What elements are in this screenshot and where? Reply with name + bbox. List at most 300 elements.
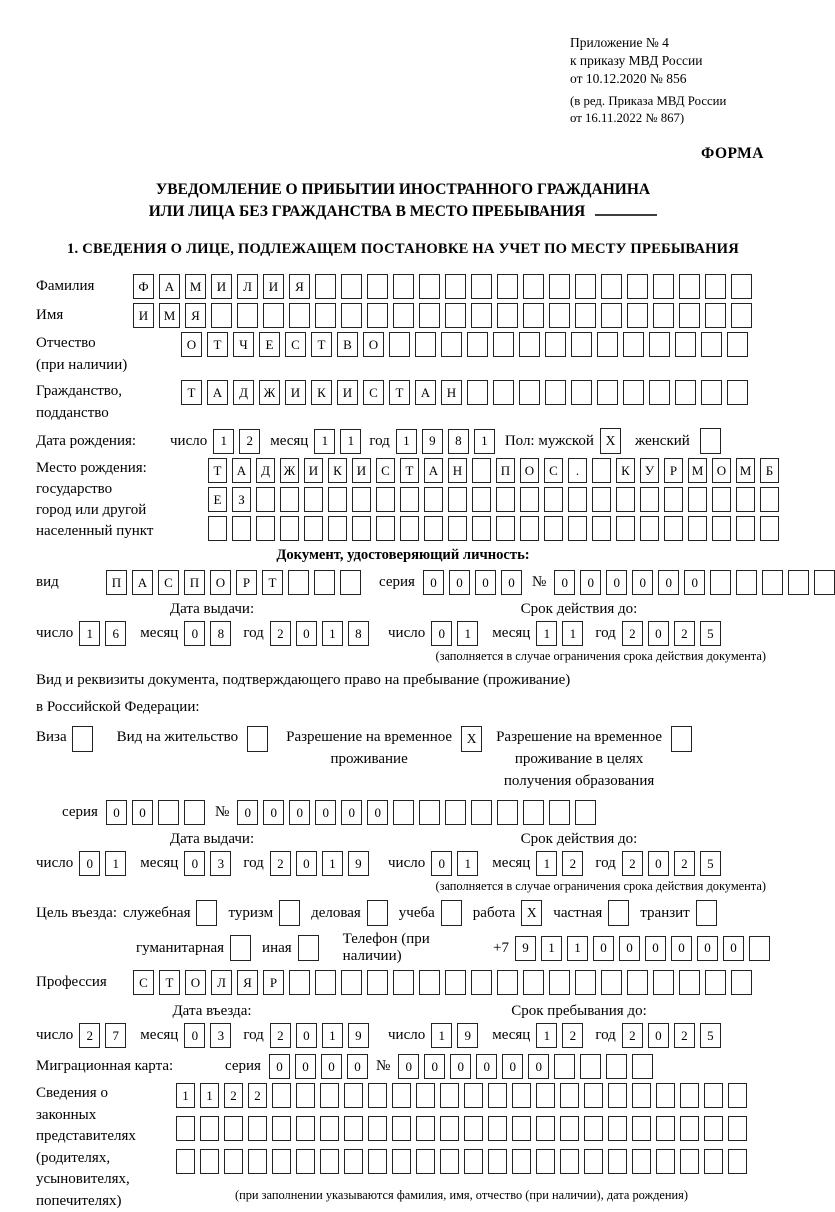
- char-box[interactable]: [416, 1149, 435, 1174]
- char-box[interactable]: [788, 570, 809, 595]
- char-box[interactable]: Т: [181, 380, 202, 405]
- char-box[interactable]: [493, 380, 514, 405]
- char-box[interactable]: [584, 1149, 603, 1174]
- char-box[interactable]: [731, 303, 752, 328]
- char-box[interactable]: [445, 970, 466, 995]
- checkbox-box[interactable]: [279, 900, 300, 926]
- char-box[interactable]: [445, 274, 466, 299]
- char-box[interactable]: 8: [448, 429, 469, 454]
- char-box[interactable]: [632, 1149, 651, 1174]
- purpose-private-checkbox[interactable]: [608, 900, 629, 926]
- char-box[interactable]: 5: [700, 1023, 721, 1048]
- char-box[interactable]: [341, 274, 362, 299]
- char-box[interactable]: 0: [431, 621, 452, 646]
- char-box[interactable]: .: [568, 458, 587, 483]
- char-box[interactable]: И: [211, 274, 232, 299]
- purpose-business-checkbox[interactable]: [367, 900, 388, 926]
- char-box[interactable]: 8: [348, 621, 369, 646]
- char-box[interactable]: [224, 1149, 243, 1174]
- char-box[interactable]: 8: [210, 621, 231, 646]
- char-box[interactable]: 0: [296, 621, 317, 646]
- char-box[interactable]: [467, 332, 488, 357]
- char-box[interactable]: [568, 487, 587, 512]
- char-box[interactable]: [627, 970, 648, 995]
- sex-female-checkbox[interactable]: [700, 428, 721, 454]
- char-box[interactable]: А: [132, 570, 153, 595]
- char-box[interactable]: [675, 332, 696, 357]
- purpose-humanitarian-checkbox[interactable]: [230, 935, 251, 961]
- char-box[interactable]: [368, 1083, 387, 1108]
- char-box[interactable]: А: [424, 458, 443, 483]
- char-box[interactable]: 0: [296, 1023, 317, 1048]
- char-box[interactable]: А: [232, 458, 251, 483]
- char-box[interactable]: 0: [263, 800, 284, 825]
- char-box[interactable]: [368, 1116, 387, 1141]
- char-box[interactable]: 0: [645, 936, 666, 961]
- char-box[interactable]: С: [363, 380, 384, 405]
- char-box[interactable]: 1: [213, 429, 234, 454]
- char-box[interactable]: [523, 274, 544, 299]
- char-box[interactable]: 2: [674, 851, 695, 876]
- char-box[interactable]: [704, 1116, 723, 1141]
- char-box[interactable]: [536, 1149, 555, 1174]
- char-box[interactable]: 0: [450, 1054, 471, 1079]
- residence-permit-checkbox[interactable]: [247, 726, 268, 752]
- char-box[interactable]: [497, 303, 518, 328]
- char-box[interactable]: [424, 516, 443, 541]
- char-box[interactable]: [568, 516, 587, 541]
- char-box[interactable]: Т: [208, 458, 227, 483]
- char-box[interactable]: [705, 274, 726, 299]
- char-box[interactable]: 0: [632, 570, 653, 595]
- char-box[interactable]: [232, 516, 251, 541]
- char-box[interactable]: М: [185, 274, 206, 299]
- char-box[interactable]: [616, 516, 635, 541]
- char-box[interactable]: [705, 970, 726, 995]
- char-box[interactable]: [731, 274, 752, 299]
- char-box[interactable]: [341, 303, 362, 328]
- char-box[interactable]: [575, 303, 596, 328]
- char-box[interactable]: [488, 1083, 507, 1108]
- char-box[interactable]: 0: [269, 1054, 290, 1079]
- char-box[interactable]: [296, 1116, 315, 1141]
- char-box[interactable]: [608, 1116, 627, 1141]
- char-box[interactable]: О: [363, 332, 384, 357]
- char-box[interactable]: [263, 303, 284, 328]
- char-box[interactable]: 1: [457, 621, 478, 646]
- char-box[interactable]: [389, 332, 410, 357]
- char-box[interactable]: 1: [322, 1023, 343, 1048]
- char-box[interactable]: П: [184, 570, 205, 595]
- char-box[interactable]: 2: [622, 1023, 643, 1048]
- char-box[interactable]: Р: [263, 970, 284, 995]
- char-box[interactable]: [575, 970, 596, 995]
- char-box[interactable]: [523, 970, 544, 995]
- char-box[interactable]: 3: [210, 851, 231, 876]
- char-box[interactable]: 0: [648, 1023, 669, 1048]
- char-box[interactable]: [814, 570, 835, 595]
- char-box[interactable]: [352, 487, 371, 512]
- char-box[interactable]: [749, 936, 770, 961]
- char-box[interactable]: [296, 1083, 315, 1108]
- char-box[interactable]: 0: [347, 1054, 368, 1079]
- char-box[interactable]: [580, 1054, 601, 1079]
- char-box[interactable]: [560, 1083, 579, 1108]
- char-box[interactable]: [224, 1116, 243, 1141]
- char-box[interactable]: [544, 487, 563, 512]
- char-box[interactable]: [393, 800, 414, 825]
- checkbox-box[interactable]: X: [600, 428, 621, 454]
- char-box[interactable]: [601, 274, 622, 299]
- char-box[interactable]: [575, 274, 596, 299]
- char-box[interactable]: [584, 1083, 603, 1108]
- char-box[interactable]: 0: [315, 800, 336, 825]
- char-box[interactable]: 0: [106, 800, 127, 825]
- char-box[interactable]: [520, 516, 539, 541]
- char-box[interactable]: С: [285, 332, 306, 357]
- char-box[interactable]: [675, 380, 696, 405]
- char-box[interactable]: Б: [760, 458, 779, 483]
- char-box[interactable]: [649, 380, 670, 405]
- char-box[interactable]: 6: [105, 621, 126, 646]
- char-box[interactable]: [248, 1149, 267, 1174]
- char-box[interactable]: [367, 303, 388, 328]
- char-box[interactable]: 0: [502, 1054, 523, 1079]
- char-box[interactable]: 0: [184, 1023, 205, 1048]
- char-box[interactable]: [467, 380, 488, 405]
- char-box[interactable]: 3: [210, 1023, 231, 1048]
- char-box[interactable]: [704, 1149, 723, 1174]
- char-box[interactable]: 0: [184, 851, 205, 876]
- char-box[interactable]: Ф: [133, 274, 154, 299]
- purpose-official-checkbox[interactable]: [196, 900, 217, 926]
- char-box[interactable]: 0: [295, 1054, 316, 1079]
- char-box[interactable]: [393, 274, 414, 299]
- char-box[interactable]: Е: [208, 487, 227, 512]
- char-box[interactable]: [496, 487, 515, 512]
- char-box[interactable]: [549, 303, 570, 328]
- char-box[interactable]: [536, 1083, 555, 1108]
- char-box[interactable]: [608, 1083, 627, 1108]
- char-box[interactable]: [352, 516, 371, 541]
- checkbox-box[interactable]: [367, 900, 388, 926]
- char-box[interactable]: [632, 1116, 651, 1141]
- char-box[interactable]: 1: [536, 851, 557, 876]
- char-box[interactable]: [736, 487, 755, 512]
- char-box[interactable]: [493, 332, 514, 357]
- checkbox-box[interactable]: [700, 428, 721, 454]
- checkbox-box[interactable]: [230, 935, 251, 961]
- char-box[interactable]: [679, 303, 700, 328]
- char-box[interactable]: Е: [259, 332, 280, 357]
- char-box[interactable]: [392, 1116, 411, 1141]
- char-box[interactable]: 0: [671, 936, 692, 961]
- char-box[interactable]: [656, 1083, 675, 1108]
- char-box[interactable]: [367, 274, 388, 299]
- char-box[interactable]: [512, 1116, 531, 1141]
- char-box[interactable]: [419, 274, 440, 299]
- char-box[interactable]: Д: [256, 458, 275, 483]
- char-box[interactable]: [731, 970, 752, 995]
- char-box[interactable]: 5: [700, 621, 721, 646]
- checkbox-box[interactable]: [441, 900, 462, 926]
- char-box[interactable]: [549, 274, 570, 299]
- char-box[interactable]: Т: [207, 332, 228, 357]
- char-box[interactable]: [315, 303, 336, 328]
- char-box[interactable]: [272, 1116, 291, 1141]
- char-box[interactable]: [158, 800, 179, 825]
- checkbox-box[interactable]: X: [521, 900, 542, 926]
- char-box[interactable]: 2: [79, 1023, 100, 1048]
- char-box[interactable]: О: [520, 458, 539, 483]
- char-box[interactable]: 0: [289, 800, 310, 825]
- char-box[interactable]: [200, 1116, 219, 1141]
- char-box[interactable]: 2: [562, 851, 583, 876]
- char-box[interactable]: 0: [528, 1054, 549, 1079]
- char-box[interactable]: Р: [236, 570, 257, 595]
- char-box[interactable]: [471, 274, 492, 299]
- char-box[interactable]: [256, 516, 275, 541]
- char-box[interactable]: [616, 487, 635, 512]
- char-box[interactable]: 2: [239, 429, 260, 454]
- char-box[interactable]: 1: [176, 1083, 195, 1108]
- char-box[interactable]: [184, 800, 205, 825]
- checkbox-box[interactable]: X: [461, 726, 482, 752]
- char-box[interactable]: [512, 1083, 531, 1108]
- char-box[interactable]: 7: [105, 1023, 126, 1048]
- char-box[interactable]: [488, 1149, 507, 1174]
- char-box[interactable]: [289, 303, 310, 328]
- char-box[interactable]: 2: [270, 1023, 291, 1048]
- char-box[interactable]: [448, 516, 467, 541]
- char-box[interactable]: [710, 570, 731, 595]
- char-box[interactable]: 1: [474, 429, 495, 454]
- char-box[interactable]: [688, 487, 707, 512]
- char-box[interactable]: [497, 970, 518, 995]
- char-box[interactable]: Л: [237, 274, 258, 299]
- char-box[interactable]: [606, 1054, 627, 1079]
- char-box[interactable]: 0: [475, 570, 496, 595]
- checkbox-box[interactable]: [72, 726, 93, 752]
- char-box[interactable]: О: [210, 570, 231, 595]
- char-box[interactable]: Я: [185, 303, 206, 328]
- char-box[interactable]: Т: [389, 380, 410, 405]
- char-box[interactable]: [680, 1116, 699, 1141]
- char-box[interactable]: [571, 332, 592, 357]
- char-box[interactable]: 0: [398, 1054, 419, 1079]
- char-box[interactable]: 0: [684, 570, 705, 595]
- char-box[interactable]: [597, 380, 618, 405]
- char-box[interactable]: [679, 274, 700, 299]
- char-box[interactable]: [523, 303, 544, 328]
- char-box[interactable]: [664, 516, 683, 541]
- char-box[interactable]: [288, 570, 309, 595]
- char-box[interactable]: [560, 1149, 579, 1174]
- char-box[interactable]: Ч: [233, 332, 254, 357]
- char-box[interactable]: [640, 516, 659, 541]
- char-box[interactable]: [272, 1083, 291, 1108]
- char-box[interactable]: 0: [237, 800, 258, 825]
- char-box[interactable]: [464, 1149, 483, 1174]
- char-box[interactable]: [304, 487, 323, 512]
- char-box[interactable]: [471, 800, 492, 825]
- char-box[interactable]: С: [544, 458, 563, 483]
- char-box[interactable]: [701, 380, 722, 405]
- char-box[interactable]: [208, 516, 227, 541]
- char-box[interactable]: [488, 1116, 507, 1141]
- char-box[interactable]: 1: [457, 851, 478, 876]
- char-box[interactable]: [376, 487, 395, 512]
- char-box[interactable]: И: [133, 303, 154, 328]
- char-box[interactable]: [679, 970, 700, 995]
- char-box[interactable]: [597, 332, 618, 357]
- char-box[interactable]: [211, 303, 232, 328]
- char-box[interactable]: [392, 1149, 411, 1174]
- purpose-work-checkbox[interactable]: [521, 900, 542, 926]
- char-box[interactable]: А: [415, 380, 436, 405]
- char-box[interactable]: 0: [606, 570, 627, 595]
- char-box[interactable]: [440, 1149, 459, 1174]
- char-box[interactable]: [632, 1083, 651, 1108]
- char-box[interactable]: 2: [674, 621, 695, 646]
- char-box[interactable]: В: [337, 332, 358, 357]
- char-box[interactable]: [315, 274, 336, 299]
- char-box[interactable]: М: [688, 458, 707, 483]
- char-box[interactable]: [520, 487, 539, 512]
- char-box[interactable]: 0: [132, 800, 153, 825]
- char-box[interactable]: [592, 487, 611, 512]
- char-box[interactable]: [688, 516, 707, 541]
- char-box[interactable]: [376, 516, 395, 541]
- char-box[interactable]: 1: [567, 936, 588, 961]
- char-box[interactable]: 0: [321, 1054, 342, 1079]
- char-box[interactable]: И: [304, 458, 323, 483]
- sex-male-checkbox[interactable]: [600, 428, 621, 454]
- char-box[interactable]: 1: [79, 621, 100, 646]
- purpose-other-checkbox[interactable]: [298, 935, 319, 961]
- char-box[interactable]: [512, 1149, 531, 1174]
- char-box[interactable]: [471, 970, 492, 995]
- char-box[interactable]: [176, 1149, 195, 1174]
- char-box[interactable]: [554, 1054, 575, 1079]
- purpose-tourism-checkbox[interactable]: [279, 900, 300, 926]
- char-box[interactable]: [627, 274, 648, 299]
- char-box[interactable]: Т: [311, 332, 332, 357]
- char-box[interactable]: [472, 516, 491, 541]
- char-box[interactable]: [760, 487, 779, 512]
- checkbox-box[interactable]: [608, 900, 629, 926]
- char-box[interactable]: [400, 487, 419, 512]
- char-box[interactable]: [653, 274, 674, 299]
- char-box[interactable]: Р: [664, 458, 683, 483]
- char-box[interactable]: [367, 970, 388, 995]
- char-box[interactable]: [649, 332, 670, 357]
- char-box[interactable]: [632, 1054, 653, 1079]
- char-box[interactable]: [571, 380, 592, 405]
- char-box[interactable]: [653, 970, 674, 995]
- char-box[interactable]: [592, 458, 611, 483]
- char-box[interactable]: 9: [457, 1023, 478, 1048]
- char-box[interactable]: С: [376, 458, 395, 483]
- char-box[interactable]: [728, 1149, 747, 1174]
- char-box[interactable]: 5: [700, 851, 721, 876]
- char-box[interactable]: 9: [422, 429, 443, 454]
- checkbox-box[interactable]: [696, 900, 717, 926]
- char-box[interactable]: [472, 458, 491, 483]
- char-box[interactable]: [497, 800, 518, 825]
- char-box[interactable]: [445, 800, 466, 825]
- char-box[interactable]: 0: [341, 800, 362, 825]
- char-box[interactable]: [416, 1116, 435, 1141]
- char-box[interactable]: 0: [423, 570, 444, 595]
- char-box[interactable]: [728, 1116, 747, 1141]
- char-box[interactable]: 1: [200, 1083, 219, 1108]
- char-box[interactable]: 0: [424, 1054, 445, 1079]
- char-box[interactable]: М: [736, 458, 755, 483]
- char-box[interactable]: 0: [648, 851, 669, 876]
- char-box[interactable]: [176, 1116, 195, 1141]
- char-box[interactable]: [440, 1083, 459, 1108]
- char-box[interactable]: 2: [270, 851, 291, 876]
- char-box[interactable]: [575, 800, 596, 825]
- char-box[interactable]: [400, 516, 419, 541]
- char-box[interactable]: [441, 332, 462, 357]
- char-box[interactable]: [664, 487, 683, 512]
- char-box[interactable]: Т: [262, 570, 283, 595]
- char-box[interactable]: 0: [476, 1054, 497, 1079]
- char-box[interactable]: [519, 332, 540, 357]
- char-box[interactable]: К: [328, 458, 347, 483]
- char-box[interactable]: 2: [270, 621, 291, 646]
- char-box[interactable]: [536, 1116, 555, 1141]
- char-box[interactable]: [472, 487, 491, 512]
- char-box[interactable]: У: [640, 458, 659, 483]
- char-box[interactable]: [200, 1149, 219, 1174]
- char-box[interactable]: [680, 1149, 699, 1174]
- char-box[interactable]: О: [712, 458, 731, 483]
- char-box[interactable]: 0: [501, 570, 522, 595]
- char-box[interactable]: 2: [622, 851, 643, 876]
- char-box[interactable]: Ж: [259, 380, 280, 405]
- char-box[interactable]: [608, 1149, 627, 1174]
- char-box[interactable]: 9: [348, 1023, 369, 1048]
- char-box[interactable]: 1: [536, 621, 557, 646]
- char-box[interactable]: [280, 487, 299, 512]
- char-box[interactable]: 1: [314, 429, 335, 454]
- char-box[interactable]: [623, 332, 644, 357]
- char-box[interactable]: [392, 1083, 411, 1108]
- char-box[interactable]: 9: [348, 851, 369, 876]
- char-box[interactable]: [289, 970, 310, 995]
- char-box[interactable]: [448, 487, 467, 512]
- char-box[interactable]: [464, 1083, 483, 1108]
- char-box[interactable]: [424, 487, 443, 512]
- char-box[interactable]: [445, 303, 466, 328]
- char-box[interactable]: А: [207, 380, 228, 405]
- char-box[interactable]: [340, 570, 361, 595]
- char-box[interactable]: [680, 1083, 699, 1108]
- char-box[interactable]: Я: [289, 274, 310, 299]
- checkbox-box[interactable]: [247, 726, 268, 752]
- char-box[interactable]: [415, 332, 436, 357]
- char-box[interactable]: [419, 800, 440, 825]
- char-box[interactable]: [419, 970, 440, 995]
- char-box[interactable]: [623, 380, 644, 405]
- char-box[interactable]: [549, 800, 570, 825]
- checkbox-box[interactable]: [298, 935, 319, 961]
- char-box[interactable]: [368, 1149, 387, 1174]
- char-box[interactable]: [736, 570, 757, 595]
